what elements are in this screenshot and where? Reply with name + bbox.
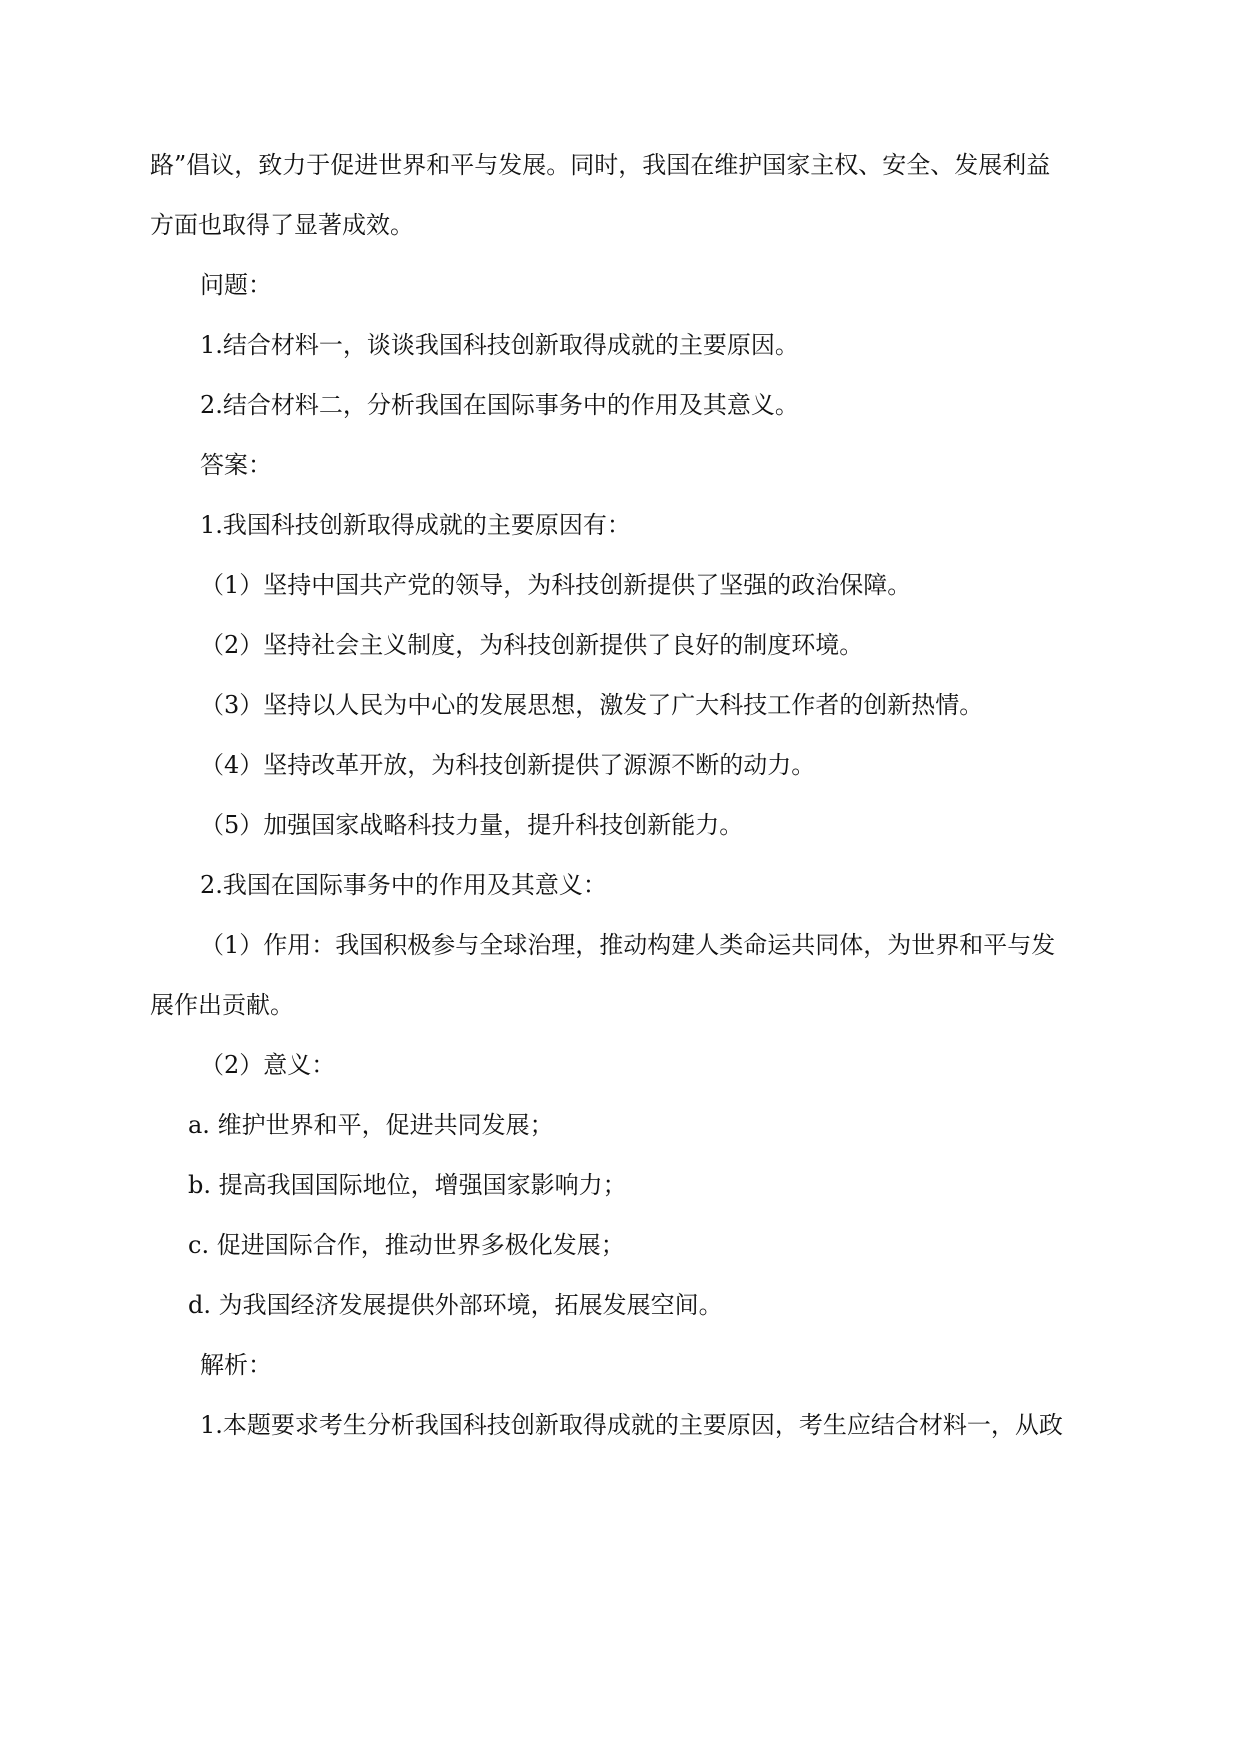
list-item: c. 促进国际合作，推动世界多极化发展； <box>188 1231 625 1259</box>
answer-item: 2.我国在国际事务中的作用及其意义： <box>200 871 607 899</box>
text-line: 方面也取得了显著成效。 <box>150 211 414 239</box>
question-item: 2.结合材料二，分析我国在国际事务中的作用及其意义。 <box>200 391 799 419</box>
list-item: d. 为我国经济发展提供外部环境，拓展发展空间。 <box>188 1291 723 1319</box>
answer-subitem: （3）坚持以人民为中心的发展思想，激发了广大科技工作者的创新热情。 <box>200 691 984 719</box>
answer-subitem: （5）加强国家战略科技力量，提升科技创新能力。 <box>200 811 744 839</box>
text-line: 路”倡议，致力于促进世界和平与发展。同时，我国在维护国家主权、安全、发展利益 <box>150 151 1051 179</box>
answer-subitem: （4）坚持改革开放，为科技创新提供了源源不断的动力。 <box>200 751 816 779</box>
answer-subitem: （2）坚持社会主义制度，为科技创新提供了良好的制度环境。 <box>200 631 864 659</box>
answer-subitem: （1）作用：我国积极参与全球治理，推动构建人类命运共同体，为世界和平与发 <box>200 931 1056 959</box>
section-heading-analysis: 解析： <box>200 1351 272 1379</box>
section-heading-answers: 答案： <box>200 451 272 479</box>
text-line: 展作出贡献。 <box>150 991 294 1019</box>
list-item: a. 维护世界和平，促进共同发展； <box>188 1111 554 1139</box>
answer-item: 1.我国科技创新取得成就的主要原因有： <box>200 511 631 539</box>
section-heading-questions: 问题： <box>200 271 272 299</box>
question-item: 1.结合材料一，谈谈我国科技创新取得成就的主要原因。 <box>200 331 799 359</box>
analysis-item: 1.本题要求考生分析我国科技创新取得成就的主要原因，考生应结合材料一，从政 <box>200 1411 1063 1439</box>
list-item: b. 提高我国国际地位，增强国家影响力； <box>188 1171 627 1199</box>
answer-subitem: （1）坚持中国共产党的领导，为科技创新提供了坚强的政治保障。 <box>200 571 912 599</box>
answer-subitem: （2）意义： <box>200 1051 336 1079</box>
